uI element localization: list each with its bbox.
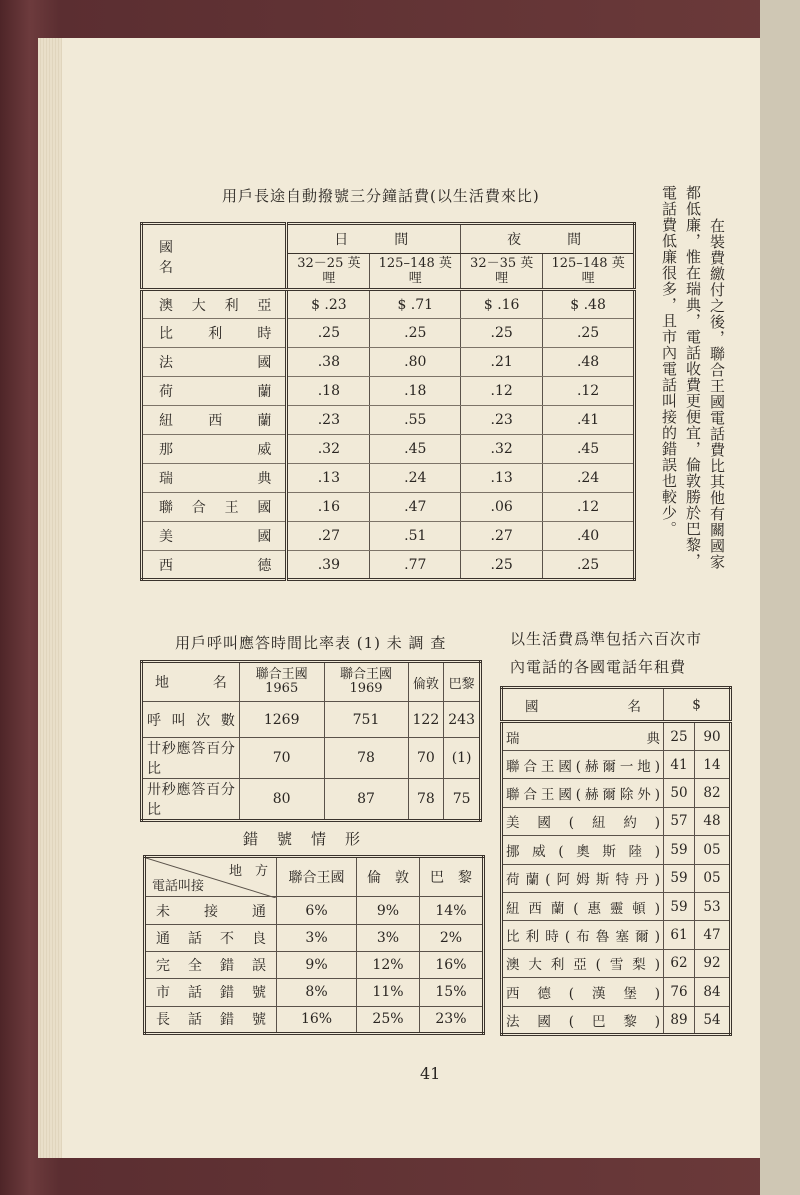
metric-value: 70 [239,738,324,779]
country-city: 澳大利亞(雪梨) [502,949,664,977]
error-rate: 12% [357,952,420,979]
cost-value: .25 [461,551,543,580]
error-type: 市話錯號 [145,979,277,1006]
error-rate: 9% [357,897,420,924]
country-city: 聯合王國(赫爾一地) [502,750,664,778]
rent-cents: 84 [695,978,731,1006]
page-number: 41 [420,1064,441,1083]
table-row [142,435,635,464]
cost-value: .45 [370,435,461,464]
table-row [142,493,635,522]
day-header: 日 間 [287,224,461,254]
cost-value: .18 [287,377,370,406]
cost-value: .80 [370,348,461,377]
table-row [145,952,484,979]
error-rate: 14% [419,897,483,924]
country-city: 紐西蘭(惠靈頓) [502,892,664,920]
cost-value: .48 [543,348,635,377]
country-city: 比利時(布魯塞爾) [502,921,664,949]
cost-value: $ .71 [370,290,461,319]
body-text-col2: 都低廉，惟在瑞典，電話收費更便宜，倫敦勝於巴黎， [684,185,702,569]
corner-cell [145,857,277,897]
metric-value: 70 [408,738,444,779]
cost-value: .41 [543,406,635,435]
error-type: 未接通 [145,897,277,924]
corner-bottom-label: 電話叫接 [152,879,205,895]
table-row [142,551,635,580]
error-type: 完全錯誤 [145,952,277,979]
country-name: 比利時 [142,319,287,348]
cost-value: .24 [370,464,461,493]
cost-value: .18 [370,377,461,406]
london-header: 倫 敦 [357,857,420,897]
cost-value: .25 [461,319,543,348]
rent-cents: 54 [695,1006,731,1034]
rent-cents: 82 [695,779,731,807]
metric-value: 75 [444,779,481,821]
error-type: 通話不良 [145,924,277,951]
place-header: 地 名 [142,662,240,702]
table-row [145,897,484,924]
table-row [502,807,731,835]
country-name: 那威 [142,435,287,464]
table4-title-line1: 以生活費爲準包括六百次市 [510,630,703,648]
corner-top-label: 地 方 [228,864,268,879]
subheader: 32－35 英 哩 [461,254,543,290]
rent-cents: 47 [695,921,731,949]
metric-name: 廿秒應答百分比 [142,738,240,779]
metric-name: 卅秒應答百分比 [142,779,240,821]
rent-cents: 48 [695,807,731,835]
subheader: 125–148 英 哩 [370,254,461,290]
cost-value: .21 [461,348,543,377]
cost-value: .12 [543,493,635,522]
cost-value: .32 [461,435,543,464]
rent-cents: 05 [695,864,731,892]
body-text-col1: 在裝費繳付之後，聯合王國電話費比其他有關國家 [708,218,726,570]
rent-dollars: 61 [664,921,695,949]
table-row [142,702,481,738]
body-text-col3: 電話費低廉很多，且市內電話叫接的錯誤也較少。 [660,185,678,537]
table2-title: 用戶呼叫應答時間比率表 (1) 未 調 查 [175,634,447,652]
rent-dollars: 89 [664,1006,695,1034]
cost-value: .39 [287,551,370,580]
country-city: 法國(巴黎) [502,1006,664,1034]
table-row [145,1006,484,1033]
night-header: 夜 間 [461,224,635,254]
cost-value: .23 [287,406,370,435]
cost-value: .16 [287,493,370,522]
london-header: 倫敦 [408,662,444,702]
metric-value: 78 [408,779,444,821]
error-rate: 3% [277,924,357,951]
cost-value: .27 [461,522,543,551]
table-row [502,722,731,750]
table-row [142,319,635,348]
country-name: 荷蘭 [142,377,287,406]
table-row [142,348,635,377]
rent-dollars: 59 [664,864,695,892]
table-row [142,522,635,551]
table-row [502,921,731,949]
error-rate: 11% [357,979,420,1006]
rent-cents: 92 [695,949,731,977]
cost-value: .55 [370,406,461,435]
cost-value: .25 [370,319,461,348]
error-rate: 8% [277,979,357,1006]
cost-value: .23 [461,406,543,435]
cost-value: .45 [543,435,635,464]
cost-value: .25 [287,319,370,348]
error-rate: 3% [357,924,420,951]
country-city: 美國(紐約) [502,807,664,835]
cost-value: $ .23 [287,290,370,319]
error-rate: 16% [277,1006,357,1033]
country-city: 聯合王國(赫爾除外) [502,779,664,807]
error-rate: 23% [419,1006,483,1033]
table-row [502,978,731,1006]
rent-cents: 14 [695,750,731,778]
rent-dollars: 25 [664,722,695,750]
table-row [145,979,484,1006]
rent-dollars: 62 [664,949,695,977]
table3-title: 錯 號 情 形 [243,830,363,848]
table-row [502,949,731,977]
table-row [502,836,731,864]
paris-header: 巴黎 [444,662,481,702]
uk-header: 聯合王國 [277,857,357,897]
country-header: 國 名 [142,224,287,290]
cost-value: .25 [543,551,635,580]
country-city: 挪威(奧斯陸) [502,836,664,864]
facing-page-edge [760,0,800,1195]
cost-value: .51 [370,522,461,551]
metric-value: 1269 [239,702,324,738]
table-row [142,290,635,319]
table-row [142,464,635,493]
error-type: 長話錯號 [145,1006,277,1033]
rent-cents: 05 [695,836,731,864]
wrong-number-table [143,855,485,1035]
cost-value: .25 [543,319,635,348]
metric-value: 243 [444,702,481,738]
cost-value: .47 [370,493,461,522]
cost-value: .06 [461,493,543,522]
country-name: 西德 [142,551,287,580]
cost-value: .38 [287,348,370,377]
country-name: 法國 [142,348,287,377]
error-rate: 25% [357,1006,420,1033]
country-city: 荷蘭(阿姆斯特丹) [502,864,664,892]
rent-dollars: 59 [664,892,695,920]
call-cost-table [140,222,636,581]
cost-value: .12 [461,377,543,406]
table-row [502,1006,731,1034]
error-rate: 2% [419,924,483,951]
country-city: 西德(漢堡) [502,978,664,1006]
dollar-header: $ [664,688,731,722]
cost-value: .77 [370,551,461,580]
paris-header: 巴 黎 [419,857,483,897]
rent-dollars: 57 [664,807,695,835]
rent-cents: 53 [695,892,731,920]
cost-value: $ .48 [543,290,635,319]
table-row [145,924,484,951]
country-city: 瑞典 [502,722,664,750]
cost-value: .27 [287,522,370,551]
subheader: 32－25 英 哩 [287,254,370,290]
error-rate: 16% [419,952,483,979]
table-row [142,406,635,435]
rent-dollars: 41 [664,750,695,778]
rent-dollars: 50 [664,779,695,807]
country-name: 聯合王國 [142,493,287,522]
country-name: 紐西蘭 [142,406,287,435]
error-rate: 15% [419,979,483,1006]
rent-dollars: 76 [664,978,695,1006]
country-name: 瑞典 [142,464,287,493]
rent-dollars: 59 [664,836,695,864]
cost-value: .24 [543,464,635,493]
cost-value: .12 [543,377,635,406]
metric-value: 87 [324,779,408,821]
cost-value: .13 [461,464,543,493]
annual-rental-table [500,686,732,1036]
answer-time-table [140,660,482,822]
error-rate: 9% [277,952,357,979]
table-row [502,779,731,807]
error-rate: 6% [277,897,357,924]
rent-cents: 90 [695,722,731,750]
table-row [502,892,731,920]
page-edges [38,38,64,1158]
metric-value: 122 [408,702,444,738]
country-header: 國 名 [502,688,664,722]
country-name: 澳大利亞 [142,290,287,319]
table-row [142,738,481,779]
table1-title: 用戶長途自動撥號三分鐘話費(以生活費來比) [222,187,540,205]
cost-value: .40 [543,522,635,551]
metric-name: 呼叫次數 [142,702,240,738]
cost-value: .13 [287,464,370,493]
metric-value: 78 [324,738,408,779]
cost-value: .32 [287,435,370,464]
table-row [502,864,731,892]
table4-title-line2: 內電話的各國電話年租費 [510,658,687,676]
cost-value: $ .16 [461,290,543,319]
country-name: 美國 [142,522,287,551]
subheader: 125–148 英 哩 [543,254,635,290]
table-row [142,377,635,406]
uk1969-header: 聯合王國 1969 [324,662,408,702]
metric-value: 80 [239,779,324,821]
table-row [502,750,731,778]
metric-value: (1) [444,738,481,779]
table-row [142,779,481,821]
metric-value: 751 [324,702,408,738]
uk1965-header: 聯合王國 1965 [239,662,324,702]
